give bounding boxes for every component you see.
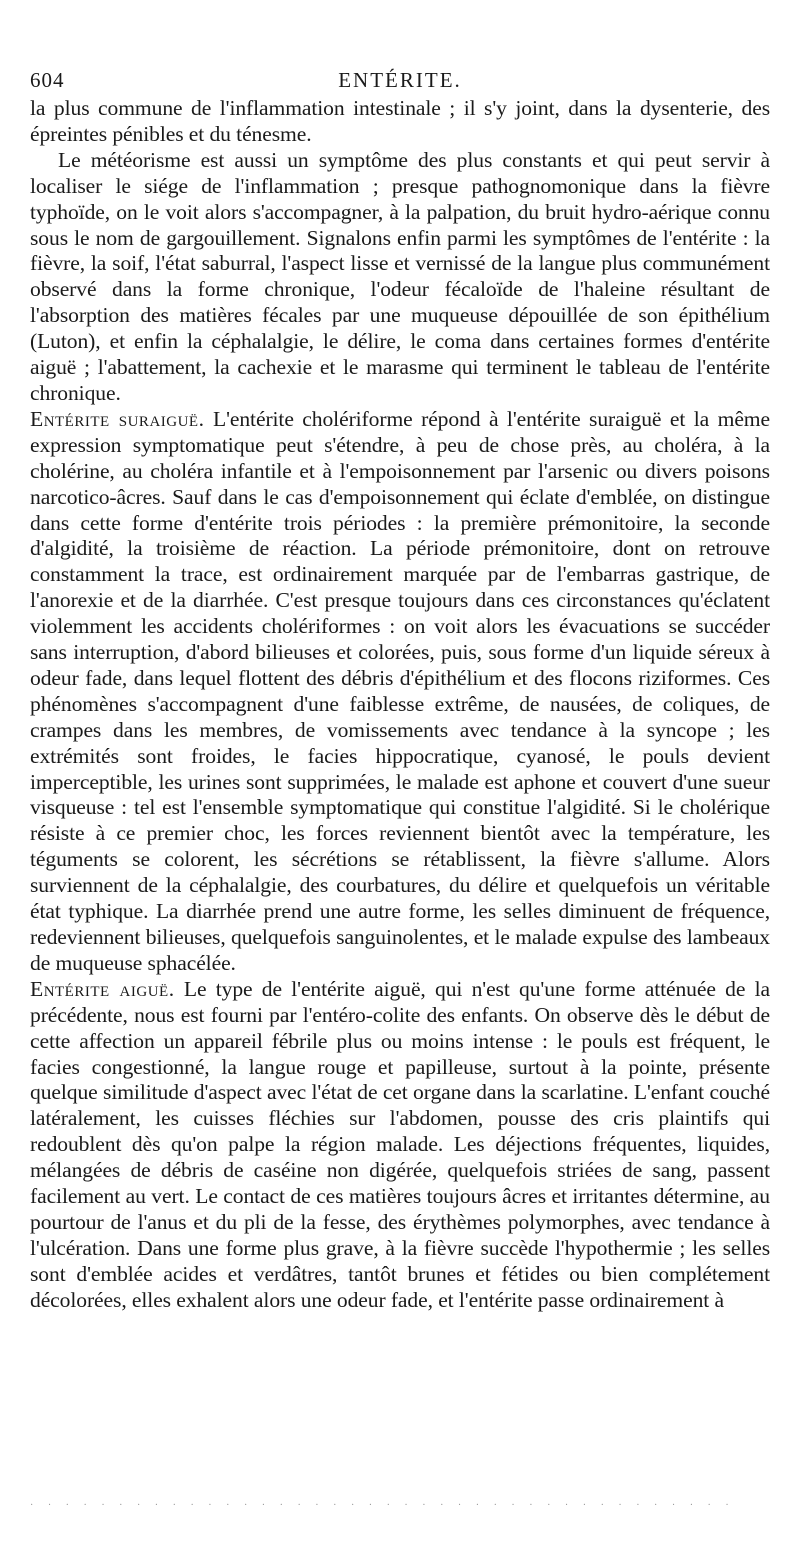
paragraph-continuation: la plus commune de l'inflammation intestinale ; il s'y joint, dans la dysenterie, des épreintes pénibles et du ténesme.: [30, 96, 770, 146]
paragraph-meteorisme: Le météorisme est aussi un symptôme des plus constants et qui peut servir à localiser le siége de l'inflammation ; presque pathognomonique dans la fièvre typhoïde, on le voit alors s'accompagner, à la palpation, du bruit hydro-aérique connu sous le nom de gargouillement. Signalons enfin parmi les symptômes de l'entérite : la fièvre, la soif, l'état saburral, l'aspect lisse et vernissé de la langue plus communément observé dans la forme chronique, l'odeur fécaloïde de l'haleine résultant de l'absorption des matières fécales par une muqueuse dépouillée de son épithélium (Luton), et enfin la céphalalgie, le délire, le coma dans certaines formes d'entérite aiguë ; l'abattement, la cachexie et le marasme qui terminent le tableau de l'entérite chronique.: [30, 147, 770, 405]
page: [30, 68, 770, 1314]
section-text-suraigue: L'entérite cholériforme répond à l'entérite suraiguë et la même expression symptomatique peut s'étendre, à peu de chose près, au choléra, à la cholérine, au choléra infantile et à l'empoisonnement par l'arsenic ou divers poisons narcotico-âcres. Sauf dans le cas d'empoisonnement qui éclate d'emblée, on distingue dans cette forme d'entérite trois périodes : la première prémonitoire, la seconde d'algidité, la troisième de réaction. La période prémonitoire, dont on retrouve constamment la trace, est ordinairement marquée par de l'embarras gastrique, de l'anorexie et de la diarrhée. C'est presque toujours dans ces circonstances qu'éclatent violemment les accidents cholériformes : on voit alors les évacuations se succéder sans interruption, d'abord bilieuses et colorées, puis, sous forme d'un liquide séreux à odeur fade, dans lequel flottent des débris d'épithélium et des flocons riziformes. Ces phénomènes s'accompagnent d'une faiblesse extrême, de nausées, de coliques, de crampes dans les membres, de vomissements avec tendance à la syncope ; les extrémités sont froides, le facies hippocratique, cyanosé, le pouls devient imperceptible, les urines sont supprimées, le malade est aphone et couvert d'une sueur visqueuse : tel est l'ensemble symptomatique qui constitue l'algidité. Si le cholérique résiste à ce premier choc, les forces reviennent bientôt avec la température, les téguments se colorent, les sécrétions se rétablissent, la fièvre s'allume. Alors surviennent de la céphalalgie, des courbatures, du délire et quelquefois un véritable état typhique. La diarrhée prend une autre forme, les selles diminuent de fréquence, redeviennent bilieuses, quelquefois sanguinolentes, et le malade expulse des lambeaux de muqueuse sphacélée.: [30, 406, 770, 975]
section-heading-aigue: Entérite aiguë.: [30, 976, 175, 1001]
section-text-aigue: Le type de l'entérite aiguë, qui n'est qu'une forme atténuée de la précédente, nous est fourni par l'entéro-colite des enfants. On observe dès le début de cette affection un appareil fébrile plus ou moins intense : le pouls est fréquent, le facies congestionné, la langue rouge et papilleuse, surtout à la pointe, présente quelque similitude d'aspect avec l'état de cet organe dans la scarlatine. L'enfant couché latéralement, les cuisses fléchies sur l'abdomen, pousse des cris plaintifs qui redoublent dès qu'on palpe la région malade. Les déjections fréquentes, liquides, mélangées de débris de caséine non digérée, quelquefois striées de sang, passent facilement au vert. Le contact de ces matières toujours âcres et irritantes détermine, au pourtour de l'anus et du pli de la fesse, des érythèmes polymorphes, avec tendance à l'ulcération. Dans une forme plus grave, à la fièvre succède l'hypothermie ; les selles sont d'emblée acides et verdâtres, tantôt brunes et fétides ou bien complétement décolorées, elles exhalent alors une odeur fade, et l'entérite passe ordinairement à: [30, 976, 770, 1312]
paragraph-enterite-aigue: [30, 977, 770, 1314]
running-title: ENTÉRITE.: [338, 68, 462, 92]
paragraph-enterite-suraigue: [30, 407, 770, 977]
page-header: [30, 68, 770, 96]
page-number: 604: [30, 68, 65, 92]
section-heading-suraigue: Entérite suraiguë.: [30, 406, 205, 431]
page-edge-speckles: · · · · · · · · · · · · · · · · · · · · · · · · · · · · · · · · · · · · · · · ·: [30, 1500, 735, 1510]
body-text: [30, 96, 770, 1314]
